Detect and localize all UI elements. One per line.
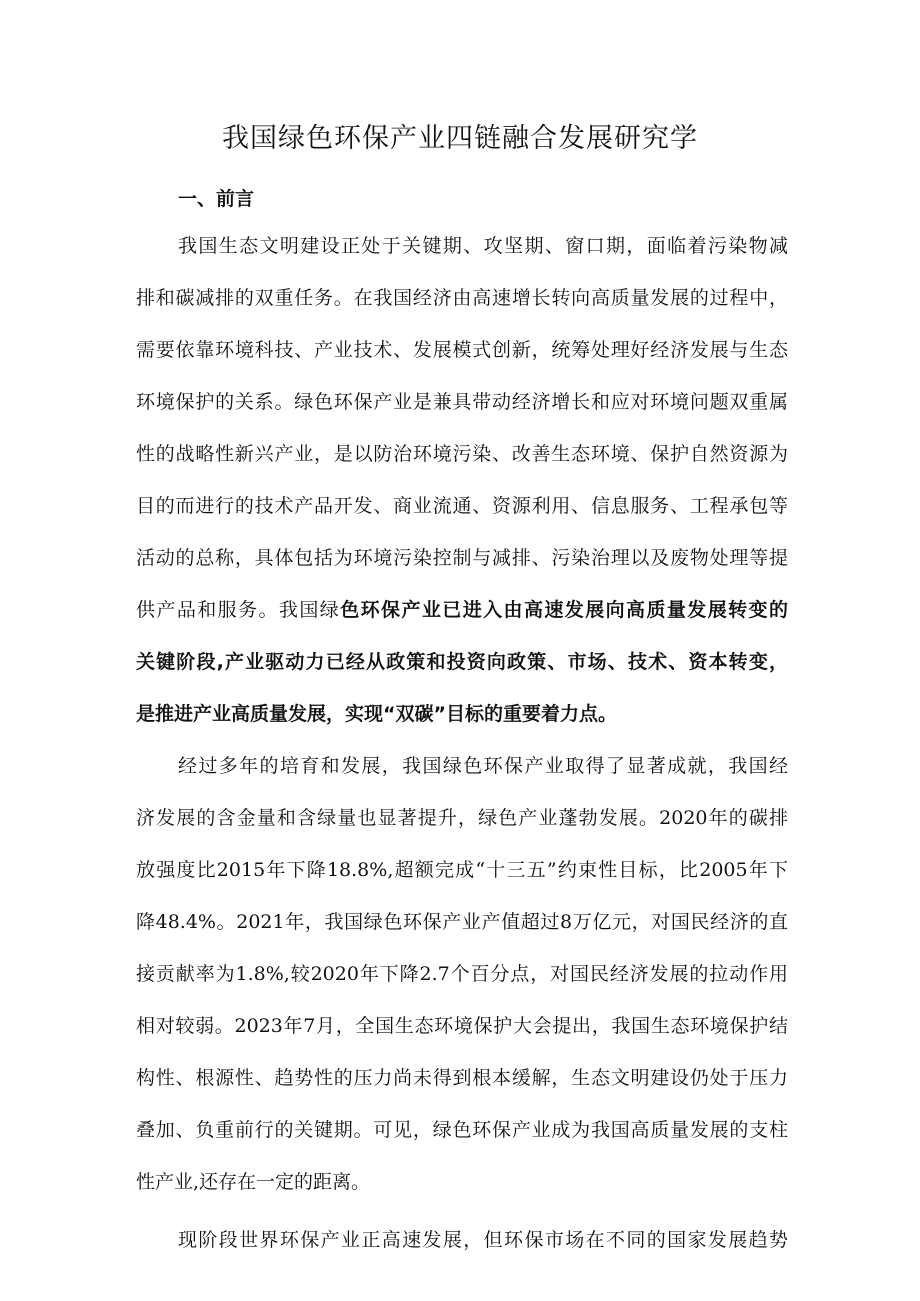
paragraph-line: 现阶段世界环保产业正高速发展，但环保市场在不同的国家发展趋势 (178, 1229, 788, 1251)
bold-text: 色环保产业已进入由高速发展向高质量发展转变的 (340, 599, 788, 621)
paragraph-line: 性产业,还存在一定的距离。 (136, 1171, 371, 1193)
paragraph-line: 环境保护的关系。绿色环保产业是兼具带动经济增长和应对环境问题双重属 (136, 391, 788, 413)
paragraph-line: 经过多年的培育和发展，我国绿色环保产业取得了显著成就，我国经 (178, 755, 788, 777)
paragraph-line: 放强度比2015年下降18.8%,超额完成“十三五”约束性目标，比2005年下 (136, 859, 788, 881)
paragraph-line: 叠加、负重前行的关键期。可见，绿色环保产业成为我国高质量发展的支柱 (136, 1119, 788, 1141)
paragraph-line: 排和碳减排的双重任务。在我国经济由高速增长转向高质量发展的过程中， (136, 287, 788, 309)
paragraph-line-mixed (136, 594, 788, 626)
paragraph-line: 相对较弱。2023年7月，全国生态环境保护大会提出，我国生态环境保护结 (136, 1015, 788, 1037)
paragraph-line: 构性、根源性、趋势性的压力尚未得到根本缓解，生态文明建设仍处于压力 (136, 1067, 788, 1089)
section-heading: 一、前言 (178, 188, 255, 210)
paragraph-line: 济发展的含金量和含绿量也显著提升，绿色产业蓬勃发展。2020年的碳排 (136, 807, 788, 829)
document-title: 我国绿色环保产业四链融合发展研究学 (222, 123, 698, 154)
paragraph-line: 接贡献率为1.8%,较2020年下降2.7个百分点，对国民经济发展的拉动作用 (136, 963, 788, 985)
normal-text: 供产品和服务。我国绿 (136, 599, 341, 621)
bold-line: 关键阶段,产业驱动力已经从政策和投资向政策、市场、技术、资本转变， (136, 651, 788, 673)
paragraph-line: 性的战略性新兴产业，是以防治环境污染、改善生态环境、保护自然资源为 (136, 443, 788, 465)
paragraph-line: 需要依靠环境科技、产业技术、发展模式创新，统筹处理好经济发展与生态 (136, 339, 788, 361)
paragraph-line: 活动的总称，具体包括为环境污染控制与减排、污染治理以及废物处理等提 (136, 547, 788, 569)
paragraph-line: 目的而进行的技术产品开发、商业流通、资源利用、信息服务、工程承包等 (136, 495, 788, 517)
bold-line: 是推进产业高质量发展，实现“双碳”目标的重要着力点。 (136, 703, 617, 725)
paragraph-line: 降48.4%。2021年，我国绿色环保产业产值超过8万亿元，对国民经济的直 (136, 911, 788, 933)
paragraph-line: 我国生态文明建设正处于关键期、攻坚期、窗口期，面临着污染物减 (178, 235, 788, 257)
